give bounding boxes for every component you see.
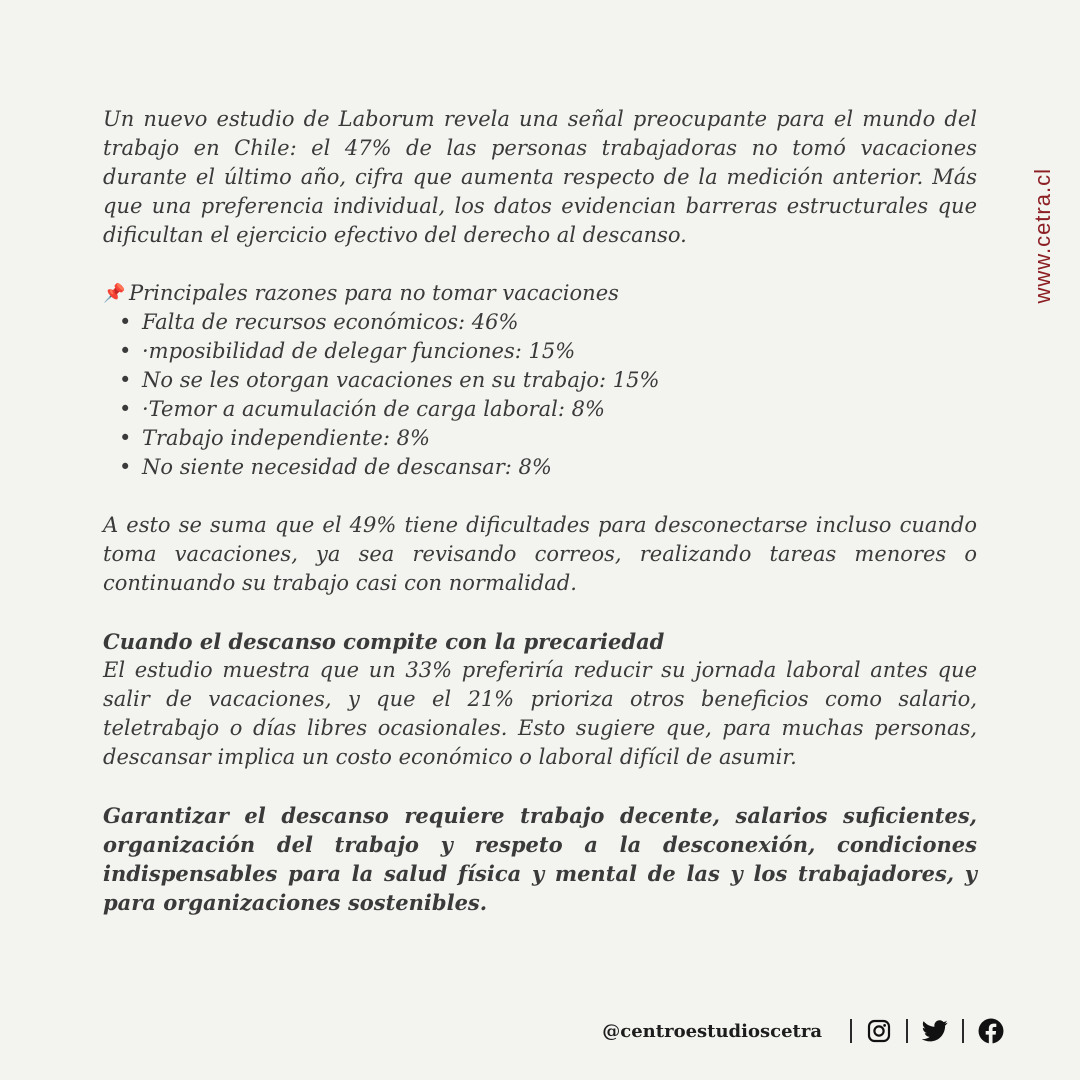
spacer [103,598,977,627]
spacer [103,772,977,801]
facebook-icon[interactable] [978,1018,1004,1044]
list-item: • No se les otorgan vacaciones en su trabajo: 15% [117,366,977,395]
divider [850,1019,852,1043]
spacer [103,250,977,279]
section-title: Cuando el descanso compite con la precariedad [103,629,665,654]
social-handle[interactable]: @centroestudioscetra [602,1020,822,1042]
list-item: • ·mposibilidad de delegar funciones: 15% [117,337,977,366]
disconnect-paragraph: A esto se suma que el 49% tiene dificultades para desconectarse incluso cuando toma vacaciones, ya sea revisando correos, realizando tareas menores o continuando su trabajo casi con normalidad. [103,513,977,595]
reasons-heading [103,279,977,308]
instagram-icon[interactable] [866,1018,892,1044]
reasons-heading-text: Principales razones para no tomar vacaciones [129,281,619,305]
section-body: El estudio muestra que un 33% preferiría reducir su jornada laboral antes que salir de vacaciones, y que el 21% prioriza otros beneficios como salario, teletrabajo o días libres ocasionales. Esto sugiere que, para muchas personas, descansar implica un costo económico o laboral difícil de asumir. [103,658,977,769]
pushpin-icon: 📌 [103,283,126,304]
conclusion-paragraph: Garantizar el descanso requiere trabajo decente, salarios suficientes, organización del trabajo y respeto a la desconexión, condiciones indispensables para la salud física y mental de las y los trabajadores, y para organizaciones sostenibles. [103,803,977,915]
intro-paragraph: Un nuevo estudio de Laborum revela una señal preocupante para el mundo del trabajo en Chile: el 47% de las personas trabajadoras no tomó vacaciones durante el último año, cifra que aumenta respecto de la medición anterior. Más que una preferencia individual, los datos evidencian barreras estructurales que dificultan el ejercicio efectivo del derecho al descanso. [103,107,977,247]
footer-social [602,1014,1004,1048]
divider [962,1019,964,1043]
reasons-list [103,308,977,482]
twitter-icon[interactable] [922,1018,948,1044]
website-url[interactable]: www.cetra.cl [1030,168,1055,304]
list-item: • Falta de recursos económicos: 46% [117,308,977,337]
divider [906,1019,908,1043]
list-item: • Trabajo independiente: 8% [117,424,977,453]
list-item: • ·Temor a acumulación de carga laboral: 8% [117,395,977,424]
list-item: • No siente necesidad de descansar: 8% [117,453,977,482]
article-body [103,105,977,917]
spacer [103,482,977,511]
